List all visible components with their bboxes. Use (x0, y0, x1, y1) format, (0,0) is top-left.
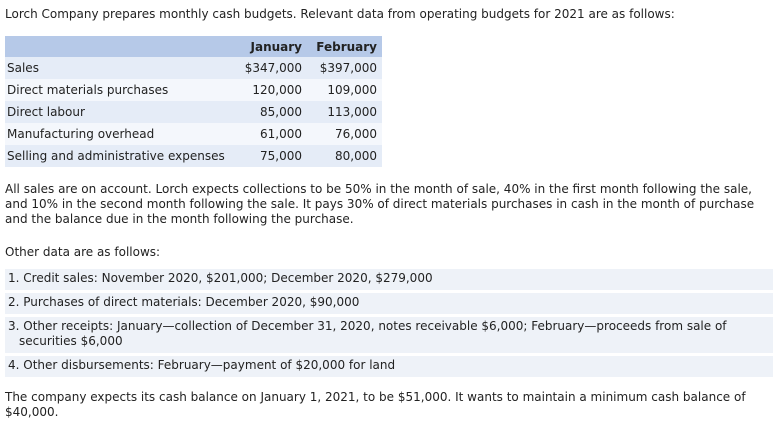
list-item (5, 293, 773, 317)
row-label: Direct materials purchases (5, 79, 236, 101)
row-label: Selling and administrative expenses (5, 145, 236, 167)
february-value: 113,000 (307, 101, 382, 123)
table-row (5, 101, 382, 123)
list-item (5, 356, 773, 380)
february-value: 80,000 (307, 145, 382, 167)
header-blank (5, 36, 236, 57)
february-value: 76,000 (307, 123, 382, 145)
table-header-row (5, 36, 382, 57)
row-label: Sales (5, 57, 236, 79)
budget-table (5, 36, 382, 167)
row-label: Manufacturing overhead (5, 123, 236, 145)
header-february: February (307, 36, 382, 57)
january-value: 85,000 (236, 101, 307, 123)
row-label: Direct labour (5, 101, 236, 123)
table-row (5, 79, 382, 101)
list-item (5, 317, 773, 356)
list-item-text: 3. Other receipts: January—collection of December 31, 2020, notes receivable $6,000; February—proceeds from sale of securities $6,000 (8, 319, 727, 348)
intro-text: Lorch Company prepares monthly cash budgets. Relevant data from operating budgets for 2021 are as follows: (5, 7, 675, 21)
header-january: January (236, 36, 307, 57)
list-item-text: 2. Purchases of direct materials: December 2020, $90,000 (8, 295, 360, 309)
closing-paragraph: The company expects its cash balance on January 1, 2021, to be $51,000. It wants to maintain a minimum cash balance of $40,000. (5, 390, 746, 419)
february-value: 109,000 (307, 79, 382, 101)
january-value: 61,000 (236, 123, 307, 145)
table-row (5, 57, 382, 79)
list-item-text: 1. Credit sales: November 2020, $201,000; December 2020, $279,000 (8, 271, 433, 285)
list-item (5, 269, 773, 293)
collection-terms-paragraph: All sales are on account. Lorch expects collections to be 50% in the month of sale, 40% in the first month following the sale, and 10% in the second month following the sale. It pays 30% of direct materials purchases in cash in the month of purchase and the balance due in the month following the purchase. (5, 182, 755, 226)
january-value: $347,000 (236, 57, 307, 79)
table-row (5, 145, 382, 167)
list-item-text: 4. Other disbursements: February—payment of $20,000 for land (8, 358, 396, 372)
other-data-heading: Other data are as follows: (5, 245, 161, 259)
table-row (5, 123, 382, 145)
january-value: 120,000 (236, 79, 307, 101)
february-value: $397,000 (307, 57, 382, 79)
other-data-list (5, 269, 773, 380)
january-value: 75,000 (236, 145, 307, 167)
